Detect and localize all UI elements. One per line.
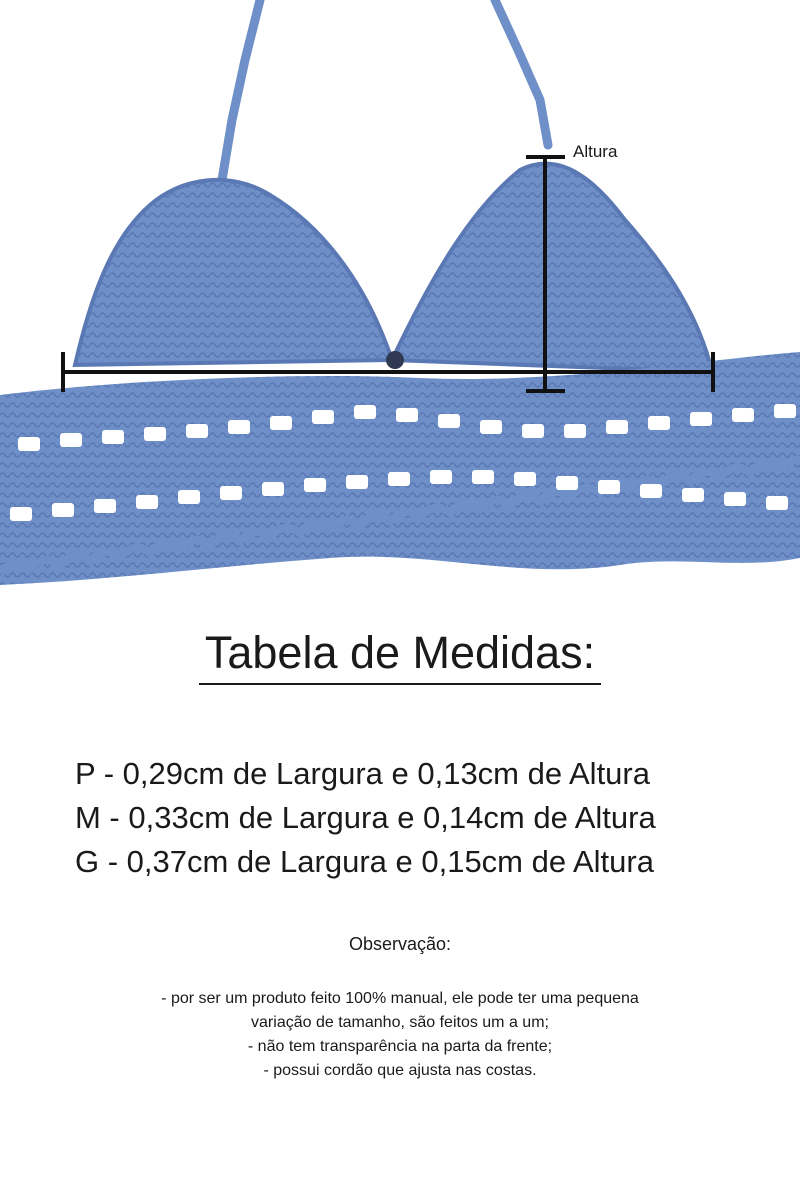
observation-line: - possui cordão que ajusta nas costas. — [263, 1062, 537, 1079]
right-cup — [392, 164, 712, 372]
center-button — [386, 351, 404, 369]
height-label: Altura — [573, 142, 618, 161]
title-text: Tabela de Medidas: — [199, 625, 601, 685]
observation-line: - por ser um produto feito 100% manual, ele pode ter uma pequena — [161, 990, 639, 1007]
left-cup — [75, 180, 392, 365]
crochet-band — [0, 352, 800, 585]
observation-line: variação de tamanho, são feitos um a um; — [251, 1014, 549, 1031]
observation-line: - não tem transparência na parta da frente; — [247, 1038, 553, 1055]
observation-notes — [0, 987, 800, 1083]
observation-title: Observação: — [348, 934, 452, 954]
right-strap — [495, 0, 548, 145]
size-row-p: P - 0,29cm de Largura e 0,13cm de Altura — [75, 756, 650, 791]
size-row-m: M - 0,33cm de Largura e 0,14cm de Altura — [75, 800, 656, 835]
left-strap — [222, 0, 260, 180]
size-row-g: G - 0,37cm de Largura e 0,15cm de Altura — [75, 844, 654, 879]
size-table — [75, 752, 656, 884]
page-title — [0, 625, 800, 685]
